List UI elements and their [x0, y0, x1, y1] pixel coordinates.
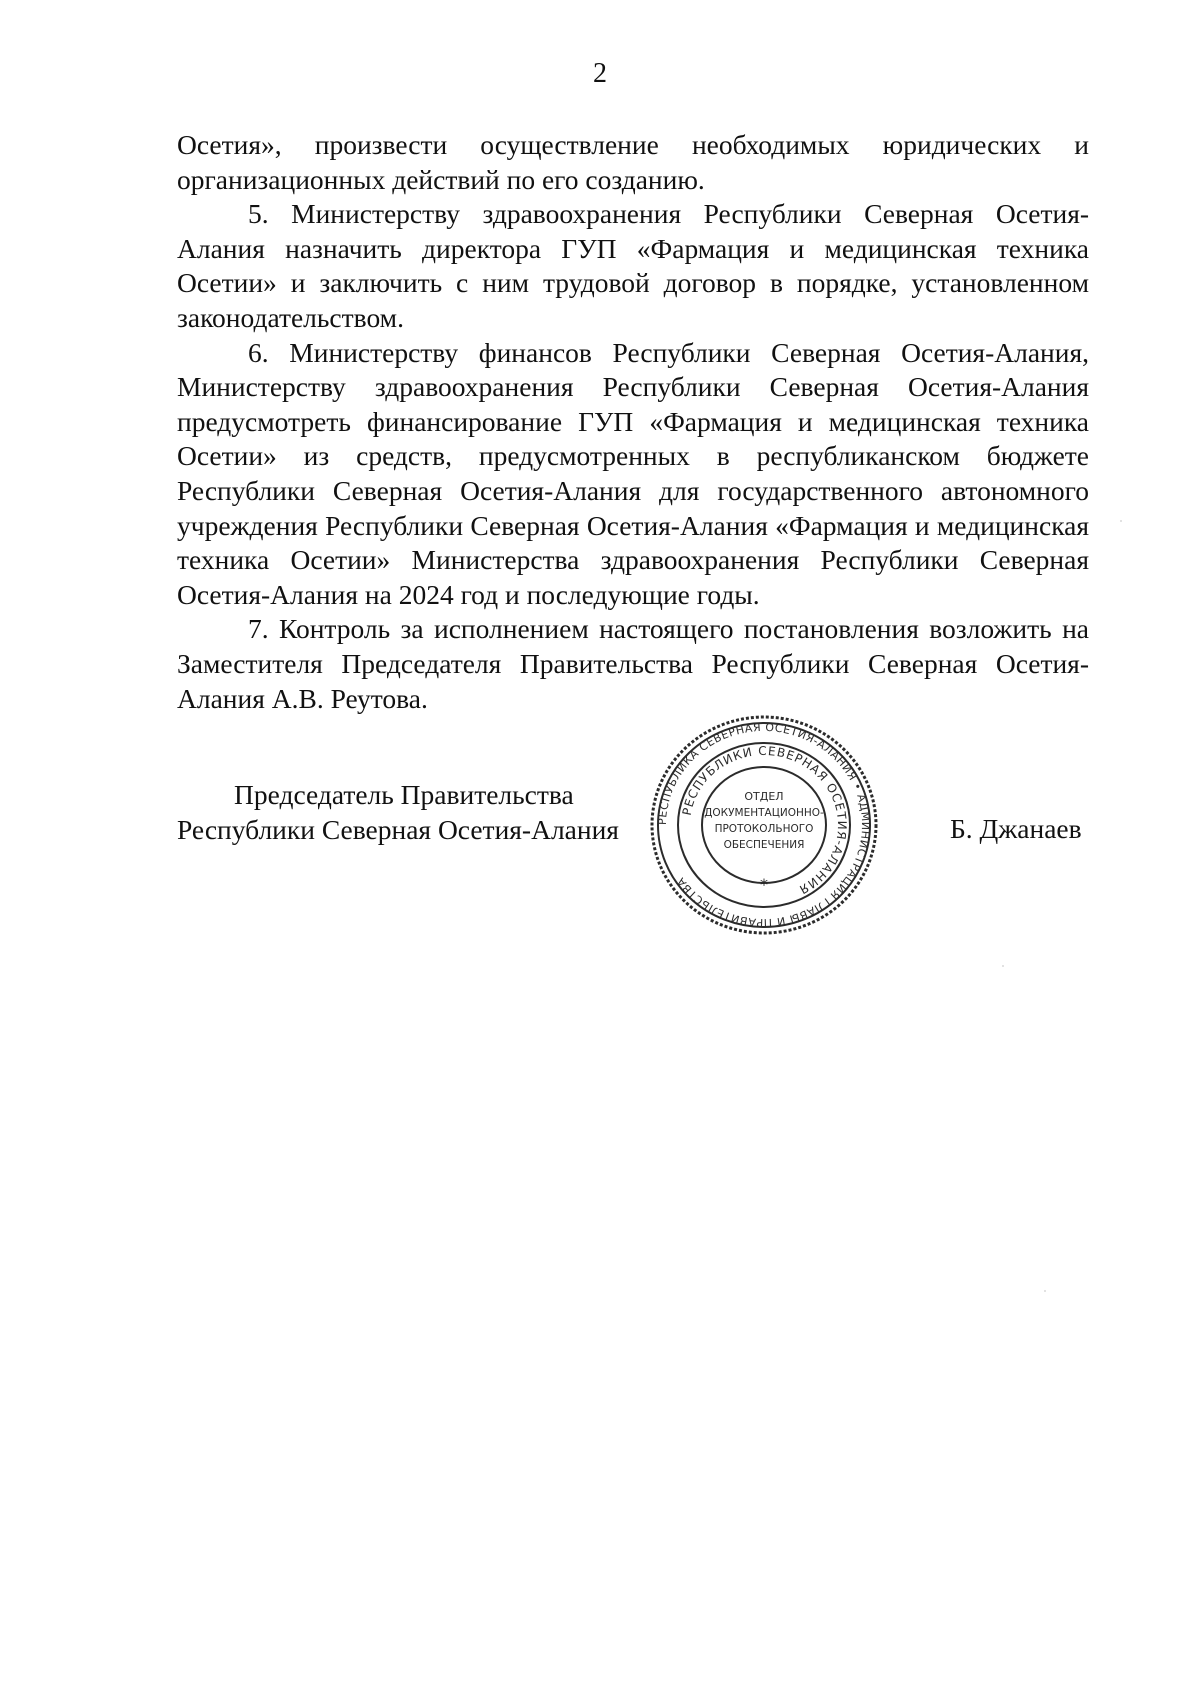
seal-center-line-4: ОБЕСПЕЧЕНИЯ [723, 839, 805, 851]
scan-speck [1120, 520, 1122, 522]
seal-center-line-3: ПРОТОКОЛЬНОГО [714, 823, 814, 835]
signatory-name: Б. Джанаев [950, 813, 1082, 844]
seal-star: * [760, 875, 768, 894]
paragraph-item-6: 6. Министерству финансов Республики Северная Осетия-Алания, Министерству здравоохранения Республики Северная Осетия-Алания предусмотреть финансирование ГУП «Фармация и медицинская техника Осетии» из средств, предусмотренных в республиканском бюджете Республики Северная Осетия-Алания для государственного автономного учреждения Республики Северная Осетия-Алания «Фармация и медицинская техника Осетии» Министерства здравоохранения Республики Северная Осетия-Алания на 2024 год и последующие годы. [177, 336, 1089, 610]
seal-graphic [648, 712, 880, 938]
signature-title-line-1: Председатель Правительства [234, 779, 574, 810]
scan-speck [1002, 965, 1004, 967]
seal-center-line-2: ДОКУМЕНТАЦИОННО- [704, 807, 824, 819]
official-seal [648, 712, 880, 938]
paragraph-item-7: 7. Контроль за исполнением настоящего постановления возложить на Заместителя Председателя Правительства Республики Северная Осетия-Алания А.В. Реутова. [177, 613, 1089, 714]
signature-title-line-2: Республики Северная Осетия-Алания [177, 813, 619, 845]
signature-title [177, 778, 637, 847]
paragraph-continuation: Осетия», произвести осуществление необходимых юридических и организационных действий по его созданию. [177, 129, 1089, 195]
seal-outer-text: РЕСПУБЛИКА СЕВЕРНАЯ ОСЕТИЯ-АЛАНИЯ • АДМИНИСТРАЦИЯ ГЛАВЫ И ПРАВИТЕЛЬСТВА [655, 720, 873, 930]
page-number: 2 [593, 58, 607, 89]
scan-speck [1044, 1290, 1046, 1292]
paragraph-item-5: 5. Министерству здравоохранения Республики Северная Осетия-Алания назначить директора ГУП «Фармация и медицинская техника Осетии» и заключить с ним трудовой договор в порядке, установленном законодательством. [177, 198, 1089, 333]
seal-center-line-1: ОТДЕЛ [744, 790, 784, 803]
document-body [177, 128, 1089, 716]
seal-inner-ring-text: РЕСПУБЛИКИ СЕВЕРНАЯ ОСЕТИЯ-АЛАНИЯ [679, 743, 850, 898]
